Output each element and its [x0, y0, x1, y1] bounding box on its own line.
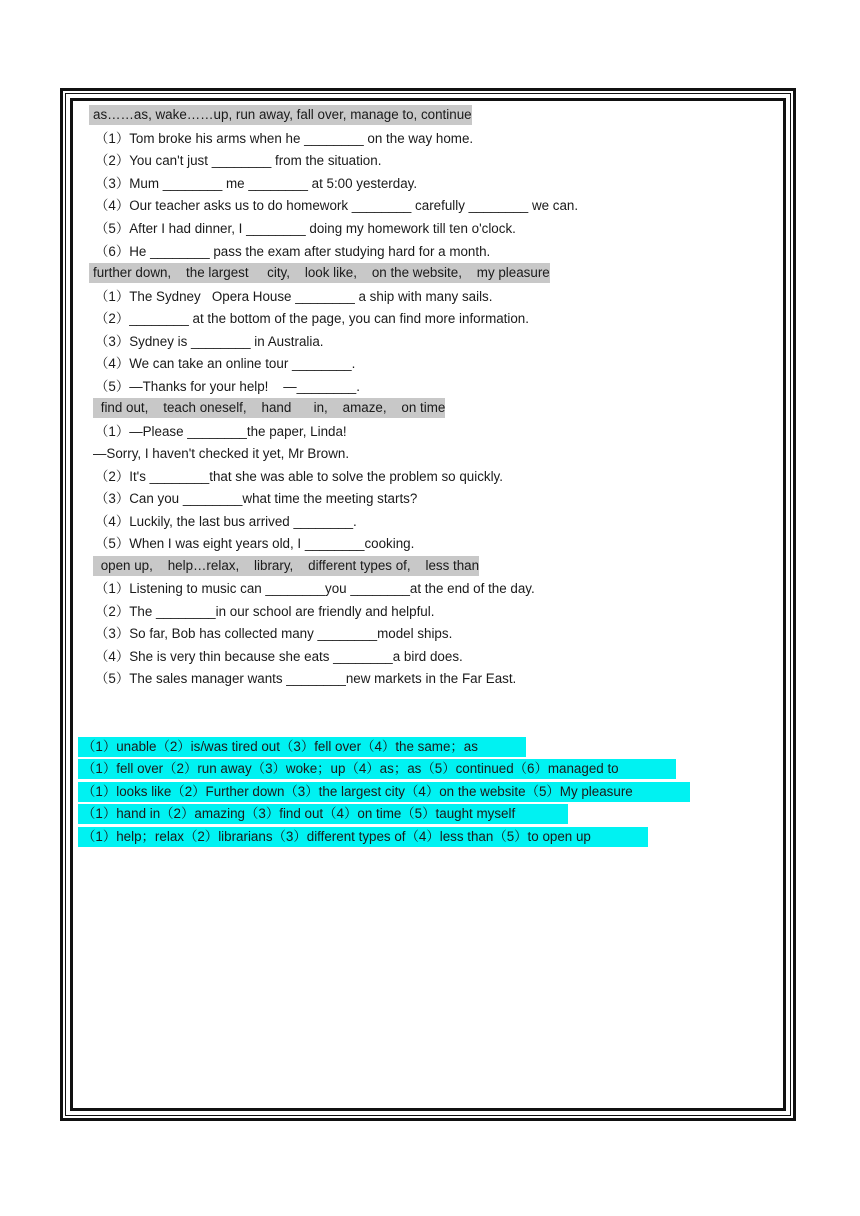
- exercise-item: （4）She is very thin because she eats ________a bird does.: [95, 649, 463, 664]
- exercise-item: （2）________ at the bottom of the page, you can find more information.: [95, 311, 529, 326]
- word-bank-1: as……as, wake……up, run away, fall over, manage to, continue: [89, 105, 472, 125]
- exercise-item: （4）We can take an online tour ________.: [95, 356, 356, 371]
- exercise-item: （3）Mum ________ me ________ at 5:00 yesterday.: [95, 176, 418, 191]
- answer-line: （1）hand in（2）amazing（3）find out（4）on time（5）taught myself: [78, 804, 568, 824]
- exercise-item: （1）Listening to music can ________you ________at the end of the day.: [95, 581, 535, 596]
- answer-line: （1）fell over（2）run away（3）woke；up（4）as；as（5）continued（6）managed to: [78, 759, 676, 779]
- answer-line: （1）looks like（2）Further down（3）the largest city（4）on the website（5）My pleasure: [78, 782, 690, 802]
- exercise-item: （1）Tom broke his arms when he ________ on the way home.: [95, 131, 474, 146]
- exercise-item: （2）It's ________that she was able to solve the problem so quickly.: [95, 469, 503, 484]
- exercise-item: （1）The Sydney Opera House ________ a ship with many sails.: [95, 289, 493, 304]
- exercise-item: （5）The sales manager wants ________new markets in the Far East.: [95, 671, 517, 686]
- exercise-item: （6）He ________ pass the exam after studying hard for a month.: [95, 244, 491, 259]
- exercise-item: （2）You can't just ________ from the situation.: [95, 153, 382, 168]
- exercise-item: （3）Can you ________what time the meeting starts?: [95, 491, 418, 506]
- answer-line: （1）help；relax（2）librarians（3）different types of（4）less than（5）to open up: [78, 827, 648, 847]
- exercise-item: （5）After I had dinner, I ________ doing my homework till ten o'clock.: [95, 221, 516, 236]
- word-bank-3: find out, teach oneself, hand in, amaze, on time: [93, 398, 445, 418]
- exercise-item: （2）The ________in our school are friendly and helpful.: [95, 604, 435, 619]
- word-bank-4: open up, help…relax, library, different types of, less than: [93, 556, 479, 576]
- exercise-item: （5）When I was eight years old, I ________cooking.: [95, 536, 415, 551]
- exercise-item: （3）So far, Bob has collected many ________model ships.: [95, 626, 453, 641]
- exercise-item: （1）—Please ________the paper, Linda!: [95, 424, 347, 439]
- exercise-item: （4）Luckily, the last bus arrived ________.: [95, 514, 357, 529]
- exercise-item: —Sorry, I haven't checked it yet, Mr Brown.: [93, 446, 350, 461]
- word-bank-2: further down, the largest city, look like, on the website, my pleasure: [89, 263, 550, 283]
- exercise-item: （3）Sydney is ________ in Australia.: [95, 334, 324, 349]
- exercise-item: （4）Our teacher asks us to do homework ________ carefully ________ we can.: [95, 198, 579, 213]
- answer-line: （1）unable（2）is/was tired out（3）fell over（4）the same；as: [78, 737, 526, 757]
- exercise-item: （5）—Thanks for your help! —________.: [95, 379, 360, 394]
